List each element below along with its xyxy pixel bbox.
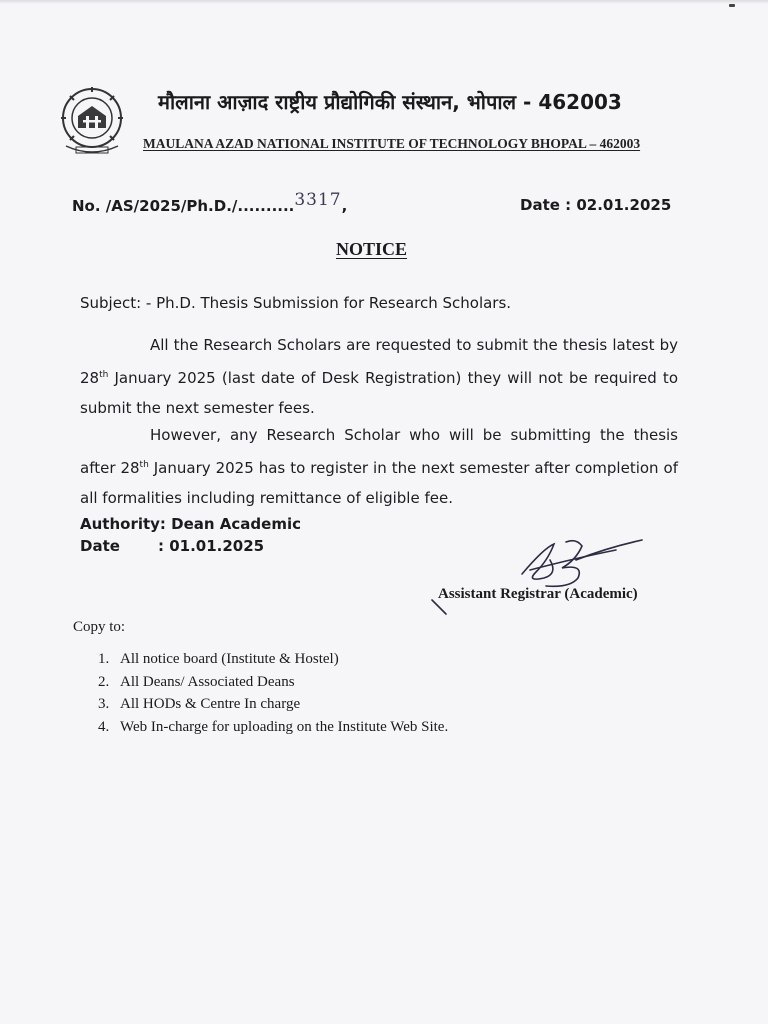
list-item (98, 693, 448, 716)
notice-paragraph-1 (80, 330, 678, 423)
institute-emblem-icon (58, 86, 126, 158)
paragraph-1-text-b: January 2025 (last date of Desk Registration) they will not be required to submit the next semester fees. (80, 369, 678, 417)
issue-date: Date : 02.01.2025 (520, 196, 672, 214)
authority-date (80, 537, 264, 555)
list-item (98, 648, 448, 671)
handwritten-signature (426, 530, 646, 622)
list-item-text: All notice board (Institute & Hostel) (120, 651, 339, 667)
list-item-text: All Deans/ Associated Deans (120, 673, 295, 690)
signatory-title: Assistant Registrar (Academic) (438, 586, 638, 602)
authority-date-label: Date (80, 537, 120, 555)
list-item-text: Web In-charge for uploading on the Institute Web Site. (120, 718, 449, 735)
paragraph-2-ordinal: th (139, 460, 149, 470)
reference-number-prefix: No. /AS/2025/Ph.D./.......... (72, 197, 295, 215)
notice-title: NOTICE (336, 239, 408, 259)
list-item-number: 1. (98, 651, 110, 667)
notice-subject: Subject: - Ph.D. Thesis Submission for Research Scholars. (80, 294, 512, 312)
authority-line: Authority: Dean Academic (80, 515, 301, 533)
scan-top-edge (0, 0, 768, 4)
authority-date-value: : 01.01.2025 (158, 537, 265, 555)
paragraph-2-text-b: January 2025 has to register in the next semester after completion of all formalities including remittance of eligible fee. (80, 459, 678, 507)
paragraph-1-ordinal: th (99, 370, 109, 380)
reference-number-suffix: , (341, 197, 348, 215)
reference-number (72, 190, 348, 216)
list-item-number: 4. (98, 718, 110, 735)
list-item (98, 671, 448, 694)
institute-name-hindi: मौलाना आज़ाद राष्ट्रीय प्रौद्योगिकी संस्थान, भोपाल - 462003 (158, 90, 622, 114)
list-item (98, 716, 448, 739)
institute-name-english: MAULANA AZAD NATIONAL INSTITUTE OF TECHNOLOGY BHOPAL – 462003 (143, 136, 641, 151)
notice-paragraph-2 (80, 420, 678, 513)
paragraph-2-text-a: However, any Research Scholar who will be submitting the thesis after 28 (80, 426, 678, 477)
list-item-number: 3. (98, 696, 110, 712)
copy-to-list (98, 648, 448, 738)
handwritten-reference-number: 3317 (294, 190, 342, 210)
list-item-number: 2. (98, 673, 110, 690)
scan-speck (729, 4, 735, 7)
copy-to-heading: Copy to: (73, 619, 126, 635)
paragraph-1-text-a: All the Research Scholars are requested to submit the thesis latest by 28 (80, 336, 678, 387)
list-item-text: All HODs & Centre In charge (120, 696, 301, 712)
